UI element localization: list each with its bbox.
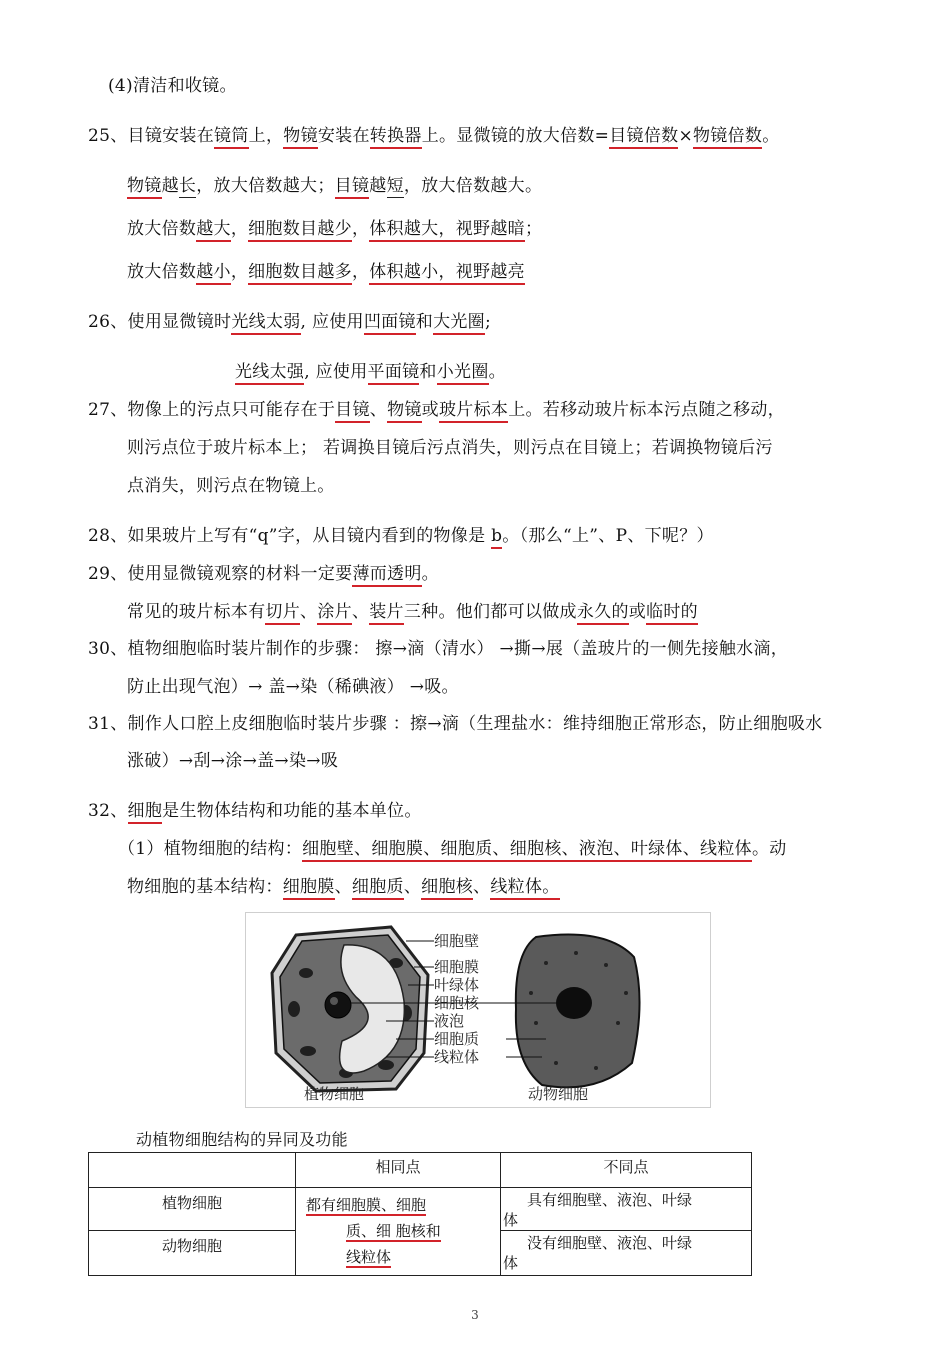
item-28: 28、如果玻片上写有“q”字，从目镜内看到的物像是 b。（那么“上”、P、下呢？） bbox=[88, 524, 714, 548]
same-line-2: 质、细 胞核和 bbox=[346, 1222, 441, 1240]
row-label-plant: 植物细胞 bbox=[89, 1188, 296, 1231]
chloroplast bbox=[300, 1046, 316, 1056]
item-27-cont-2: 点消失，则污点在物镜上。 bbox=[127, 476, 335, 496]
item-31-cont: 涨破）→刮→涂→盖→染→吸 bbox=[127, 751, 339, 771]
plant-diff-line-1: 具有细胞壁、液泡、叶绿 bbox=[527, 1191, 693, 1209]
same-line-3: 线粒体 bbox=[346, 1248, 392, 1266]
item-30-cont: 防止出现气泡）→ 盖→染（稀碘液） →吸。 bbox=[127, 677, 459, 697]
item-25-rule-length: 物镜越长，放大倍数越大；目镜越短，放大倍数越大。 bbox=[127, 174, 542, 198]
page-number: 3 bbox=[471, 1308, 479, 1322]
label-cell-wall: 细胞壁 bbox=[434, 932, 480, 950]
item-27-cont-1: 则污点位于玻片标本上； 若调换目镜后污点消失，则污点在目镜上；若调换物镜后污 bbox=[127, 438, 773, 458]
item-29-slides: 常见的玻片标本有切片、涂片、装片三种。他们都可以做成永久的或临时的 bbox=[127, 600, 698, 624]
animal-diff-line-2: 体 bbox=[503, 1254, 519, 1272]
item-26: 26、使用显微镜时光线太弱, 应使用凹面镜和大光圈; bbox=[88, 310, 491, 334]
item-31: 31、制作人口腔上皮细胞临时装片步骤 ：擦→滴（生理盐水：维持细胞正常形态，防止细胞吸水 bbox=[88, 714, 823, 734]
animal-diff-line-1: 没有细胞壁、液泡、叶绿 bbox=[527, 1234, 693, 1252]
item-29: 29、使用显微镜观察的材料一定要薄而透明。 bbox=[88, 562, 439, 586]
label-chloroplast: 叶绿体 bbox=[434, 976, 480, 994]
header-empty bbox=[89, 1153, 296, 1188]
label-cell-membrane: 细胞膜 bbox=[434, 958, 480, 976]
item-25: 25、目镜安装在镜筒上，物镜安装在转换器上。显微镜的放大倍数=目镜倍数×物镜倍数。 bbox=[88, 124, 780, 148]
table-row-plant bbox=[89, 1188, 752, 1231]
cell-plant-diff bbox=[501, 1188, 752, 1231]
animal-nucleus bbox=[556, 987, 592, 1019]
row-label-animal: 动物细胞 bbox=[89, 1231, 296, 1276]
comparison-table bbox=[88, 1152, 752, 1276]
chloroplast bbox=[288, 1001, 300, 1017]
cell-animal-diff bbox=[501, 1231, 752, 1276]
item-32-animal: 物细胞的基本结构：细胞膜、细胞质、细胞核、线粒体。 bbox=[127, 875, 560, 899]
table-header-row bbox=[89, 1153, 752, 1188]
caption-animal-cell: 动物细胞 bbox=[528, 1085, 589, 1103]
line-4-clean: (4)清洁和收镜。 bbox=[108, 76, 237, 96]
chloroplast bbox=[299, 968, 313, 978]
cell-same-points bbox=[296, 1188, 501, 1276]
label-nucleus: 细胞核 bbox=[434, 994, 480, 1012]
nucleolus bbox=[330, 997, 338, 1005]
plant-diff-line-2: 体 bbox=[503, 1211, 519, 1229]
item-25-rule-low: 放大倍数越小，细胞数目越多，体积越小，视野越亮 bbox=[127, 260, 525, 284]
item-27: 27、物像上的污点只可能存在于目镜、物镜或玻片标本上。若移动玻片标本污点随之移动， bbox=[88, 398, 785, 422]
table-title: 动植物细胞结构的异同及功能 bbox=[136, 1130, 348, 1149]
item-30: 30、植物细胞临时装片制作的步骤： 擦→滴（清水） →撕→展（盖玻片的一侧先接触水滴， bbox=[88, 639, 789, 659]
same-line-1: 都有细胞膜、细胞 bbox=[306, 1196, 427, 1214]
item-32: 32、细胞是生物体结构和功能的基本单位。 bbox=[88, 799, 422, 823]
label-cytoplasm: 细胞质 bbox=[434, 1030, 480, 1048]
header-same: 相同点 bbox=[296, 1153, 501, 1188]
plant-nucleus bbox=[325, 992, 351, 1018]
header-diff: 不同点 bbox=[501, 1153, 752, 1188]
caption-plant-cell: 植物细胞 bbox=[304, 1085, 365, 1103]
cell-diagram bbox=[245, 912, 711, 1108]
item-25-rule-high: 放大倍数越大，细胞数目越少，体积越大，视野越暗； bbox=[127, 217, 542, 241]
item-26-strong-light: 光线太强, 应使用平面镜和小光圈。 bbox=[235, 360, 506, 384]
label-mitochondria: 线粒体 bbox=[434, 1048, 480, 1066]
cell-diagram-svg bbox=[246, 913, 710, 1107]
item-32-plant: （1）植物细胞的结构：细胞壁、细胞膜、细胞质、细胞核、液泡、叶绿体、线粒体。动 bbox=[118, 837, 787, 861]
label-vacuole: 液泡 bbox=[434, 1012, 465, 1030]
